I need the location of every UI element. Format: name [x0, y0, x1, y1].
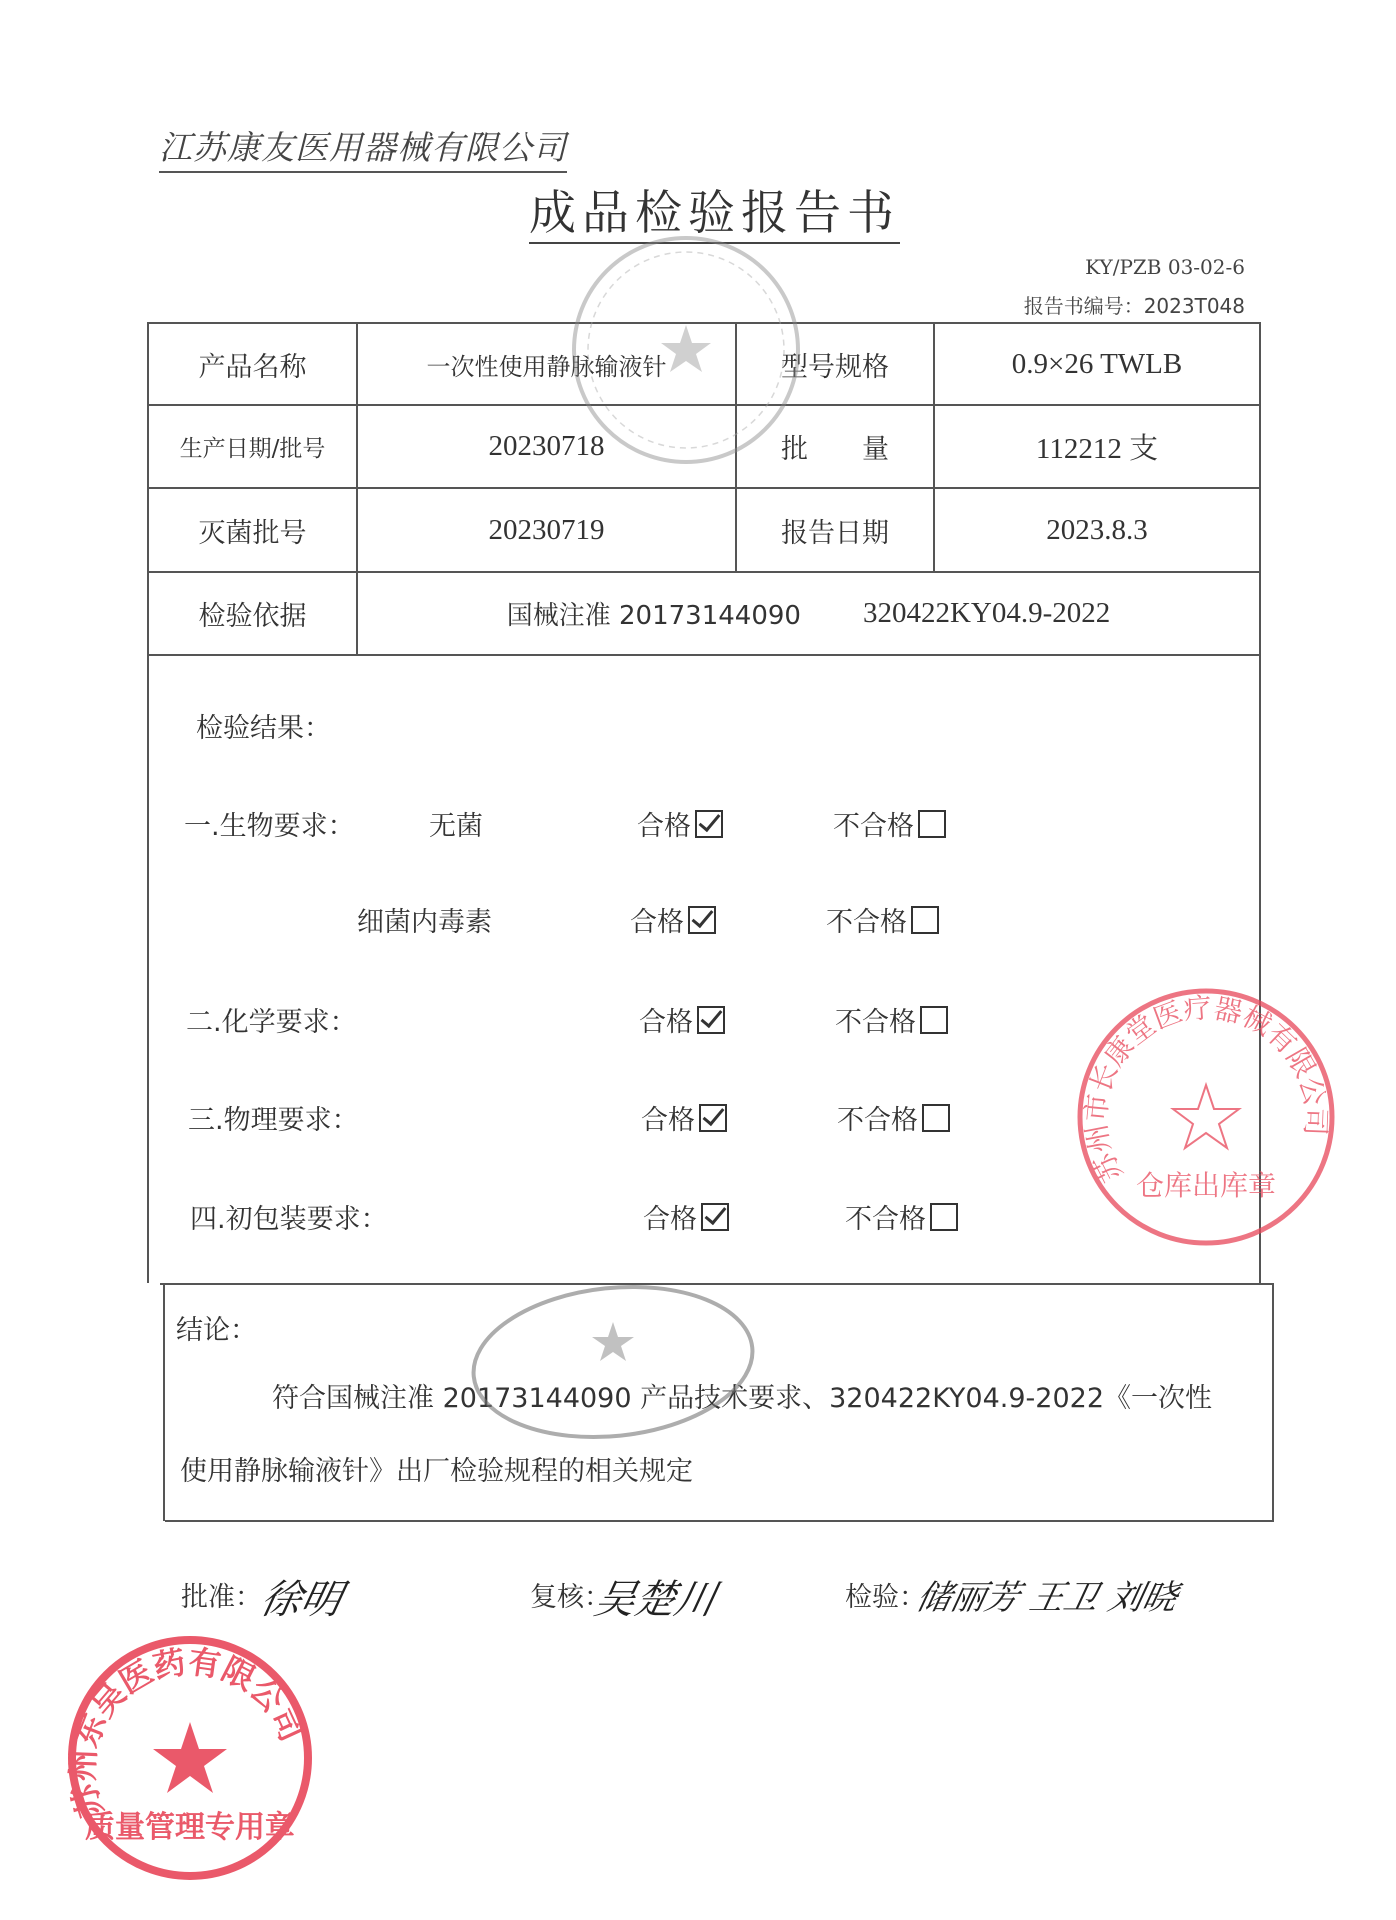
quality-stamp	[64, 1632, 316, 1884]
product-name-label: 产品名称	[198, 351, 307, 383]
conclusion-line-2: 使用静脉输液针》出厂检验规程的相关规定	[180, 1456, 693, 1487]
inspect-signature: 储丽芳 王卫 刘晓	[913, 1578, 1182, 1618]
batch-quantity-value: 112212 支	[1035, 433, 1159, 465]
document-title: 成品检验报告书	[529, 186, 900, 244]
fail-option[interactable]	[845, 1197, 958, 1236]
conclusion-label: 结论：	[176, 1315, 257, 1346]
pass-label: 合格	[641, 1105, 695, 1136]
fail-option[interactable]	[837, 1098, 950, 1137]
pass-label: 合格	[637, 811, 691, 842]
fail-checkbox[interactable]	[930, 1203, 958, 1231]
fail-checkbox[interactable]	[911, 906, 939, 934]
product-name-value: 一次性使用静脉输液针	[426, 352, 667, 381]
fail-label: 不合格	[826, 907, 907, 938]
pass-label: 合格	[643, 1204, 697, 1235]
fail-option[interactable]	[835, 1000, 948, 1039]
fail-checkbox[interactable]	[922, 1104, 950, 1132]
document-code: KY/PZB 03-02-6	[1085, 255, 1245, 279]
company-name: 江苏康友医用器械有限公司	[159, 122, 567, 173]
model-label: 型号规格	[781, 351, 889, 383]
pass-label: 合格	[630, 907, 684, 938]
svg-text:仓库出库章: 仓库出库章	[1135, 1169, 1277, 1202]
report-date-value: 2023.8.3	[1046, 513, 1148, 546]
item-label: 细菌内毒素	[357, 907, 492, 938]
approve-signature: 徐明	[256, 1577, 347, 1623]
pass-checkbox[interactable]	[695, 810, 723, 838]
production-date-value: 20230718	[488, 430, 605, 462]
production-date-label: 生产日期/批号	[179, 436, 326, 462]
category-label: 三.物理要求：	[188, 1105, 359, 1136]
fail-checkbox[interactable]	[920, 1006, 948, 1034]
report-number-label: 报告书编号：	[1023, 294, 1144, 318]
fail-label: 不合格	[845, 1204, 926, 1235]
pass-checkbox[interactable]	[699, 1104, 727, 1132]
fail-checkbox[interactable]	[918, 810, 946, 838]
pass-option[interactable]	[637, 804, 723, 843]
pass-checkbox[interactable]	[697, 1006, 725, 1034]
model-value: 0.9×26 TWLB	[1011, 347, 1183, 380]
svg-text:质量管理专用章: 质量管理专用章	[85, 1810, 295, 1845]
star-icon	[153, 1722, 227, 1793]
sterilization-batch-value: 20230719	[488, 513, 605, 546]
pass-option[interactable]	[643, 1197, 729, 1236]
inspection-stamp-conclusion	[468, 1282, 758, 1442]
conclusion-line-1: 符合国械注准 20173144090 产品技术要求、320422KY04.9-2022《一次性	[272, 1383, 1213, 1414]
report-number	[1024, 290, 1245, 319]
category-label: 一.生物要求：	[184, 811, 355, 842]
report-number-value: 2023T048	[1143, 294, 1245, 318]
pass-option[interactable]	[630, 900, 716, 939]
inspection-basis-value	[358, 573, 1259, 654]
star-icon	[592, 1322, 634, 1361]
fail-label: 不合格	[835, 1007, 916, 1038]
pass-option[interactable]	[639, 1000, 725, 1039]
svg-text:苏州东吴医药有限公司: 苏州东吴医药有限公司	[63, 1642, 312, 1822]
fail-label: 不合格	[837, 1105, 918, 1136]
inspect-label: 检验：	[845, 1582, 926, 1613]
pass-option[interactable]	[641, 1098, 727, 1137]
basis-standard: 320422KY04.9-2022	[862, 597, 1111, 629]
item-label: 无菌	[429, 811, 483, 842]
fail-label: 不合格	[833, 811, 914, 842]
results-heading: 检验结果：	[196, 713, 331, 744]
report-date-label: 报告日期	[781, 517, 889, 549]
approve-label: 批准：	[181, 1582, 262, 1613]
pass-label: 合格	[639, 1007, 693, 1038]
pass-checkbox[interactable]	[701, 1203, 729, 1231]
category-label: 二.化学要求：	[186, 1007, 357, 1038]
sterilization-batch-label: 灭菌批号	[198, 517, 307, 549]
warehouse-stamp	[1074, 985, 1338, 1249]
review-signature: 吴楚川	[590, 1577, 721, 1623]
inspection-basis-label: 检验依据	[198, 601, 307, 632]
fail-option[interactable]	[833, 804, 946, 843]
batch-quantity-label: 批 量	[781, 434, 889, 465]
review-label: 复核：	[530, 1582, 611, 1613]
basis-registration: 国械注准 20173144090	[506, 601, 801, 631]
star-icon	[1173, 1085, 1239, 1148]
svg-text:苏州市长康堂医疗器械有限公司: 苏州市长康堂医疗器械有限公司	[1079, 991, 1333, 1188]
pass-checkbox[interactable]	[688, 906, 716, 934]
fail-option[interactable]	[826, 900, 939, 939]
category-label: 四.初包装要求：	[190, 1204, 388, 1235]
